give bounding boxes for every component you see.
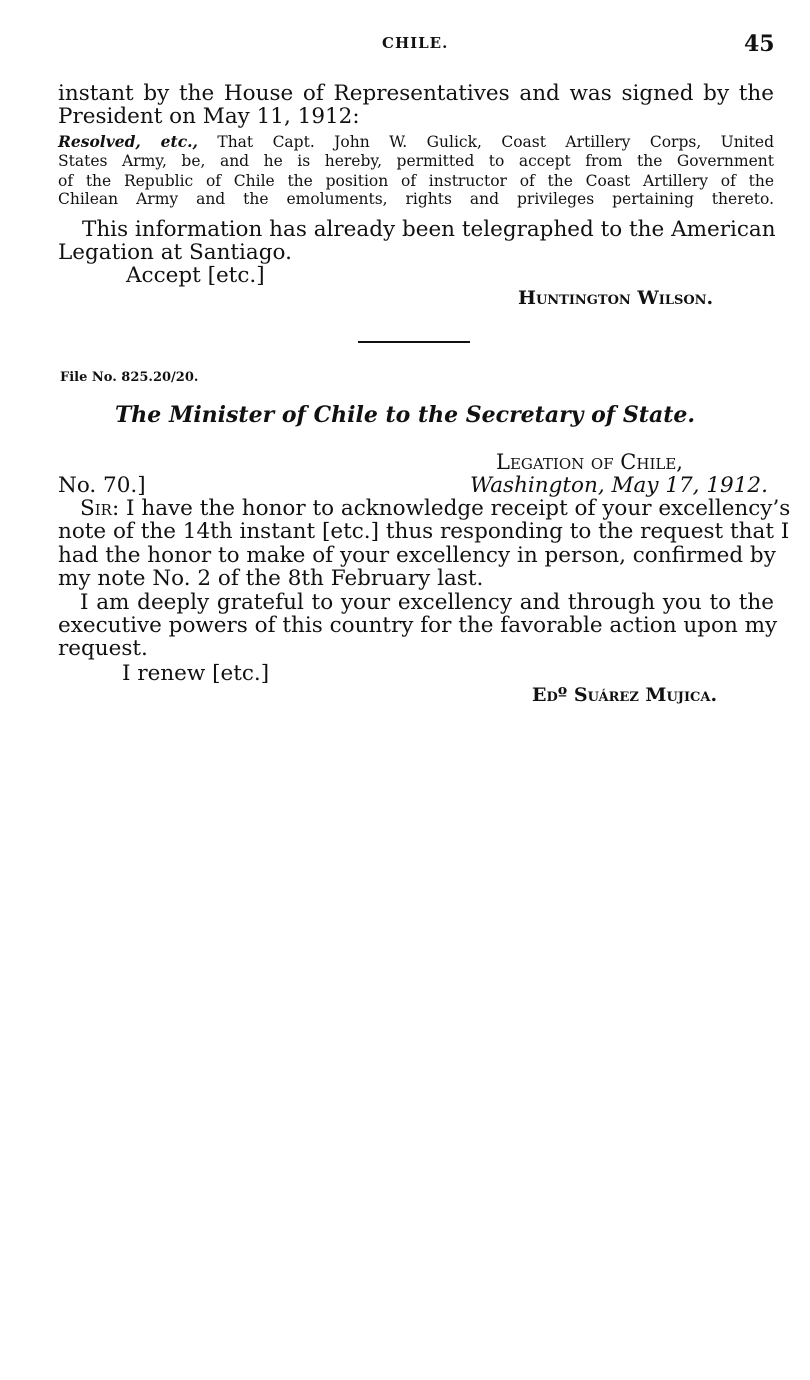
resolution-line: Chilean Army and the emoluments, rights and privileges pertaining thereto.	[58, 190, 774, 208]
info-line: Legation at Santiago.	[58, 240, 292, 265]
file-number: File No. 825.20/20.	[60, 370, 199, 385]
letter-title: The Minister of Chile to the Secretary of State.	[114, 402, 696, 428]
signature-mujica: Edº Suárez Mujica.	[532, 684, 718, 706]
resolution-line: Resolved, etc., That Capt. John W. Gulick, Coast Artillery Corps, United	[58, 132, 774, 151]
running-head: CHILE.	[382, 34, 449, 52]
para2-line: request.	[58, 636, 148, 661]
resolution-lead: Resolved, etc.,	[58, 132, 198, 151]
para2-line: executive powers of this country for the favorable action upon my	[58, 613, 778, 638]
resolution-line: of the Republic of Chile the position of instructor of the Coast Artillery of the	[58, 172, 774, 190]
signature-wilson: Huntington Wilson.	[518, 287, 714, 309]
para1-line: my note No. 2 of the 8th February last.	[58, 566, 484, 591]
intro-line: instant by the House of Representatives and was signed by the	[58, 81, 774, 106]
salutation: Sir:	[80, 496, 120, 521]
accept-closing: Accept [etc.]	[126, 263, 265, 288]
resolution-line: States Army, be, and he is hereby, permitted to accept from the Government	[58, 152, 774, 170]
para1-line: note of the 14th instant [etc.] thus responding to the request that I	[58, 519, 790, 544]
section-divider	[358, 341, 470, 343]
letter-number: No. 70.]	[58, 473, 146, 498]
intro-line: President on May 11, 1912:	[58, 104, 360, 129]
para2-line: I am deeply grateful to your excellency and through you to the	[80, 590, 774, 615]
para1-line: Sir: I have the honor to acknowledge receipt of your excellency’s	[80, 496, 791, 521]
info-line: This information has already been telegraphed to the American	[82, 217, 776, 242]
legation-heading: Legation of Chile,	[496, 450, 683, 474]
page-number: 45	[744, 31, 775, 57]
place-date: Washington, May 17, 1912.	[470, 473, 768, 498]
renew-closing: I renew [etc.]	[122, 661, 270, 686]
para1-line: had the honor to make of your excellency in person, confirmed by	[58, 543, 776, 568]
